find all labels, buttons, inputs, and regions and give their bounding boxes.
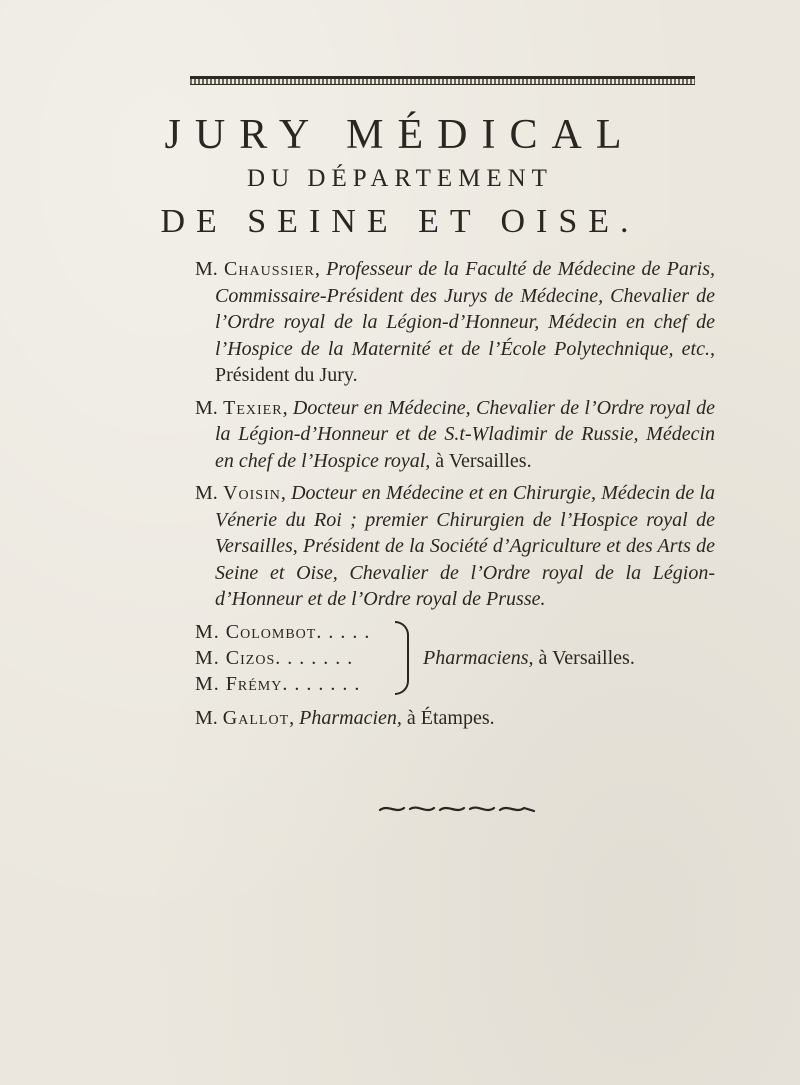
vignette-ornament-icon <box>378 802 538 816</box>
member-role: Président du Jury. <box>215 364 358 386</box>
member-description: Docteur en Médecine, Chevalier de l’Ordre royal de la Légion-d’Honneur et de S.t-Wladimir de Russie, Médecin en chef de l’Hospice royal, <box>215 396 716 472</box>
member-entry-gallot: M. Gallot, Pharmacien, à Étampes. <box>195 706 495 729</box>
member-name: Gallot <box>222 706 290 729</box>
pharmacists-title: Pharmaciens, <box>423 646 534 669</box>
member-description: Docteur en Médecine et en Chirurgie, Médecin de la Vénerie du Roi ; premier Chirurgien de l’Hospice royal de Versailles, Président de la Société d’Agriculture et des Arts de Seine et Oise, Chevalier de l’Ordre royal de la Légion-d’Honneur et de l’Ordre royal de Prusse. <box>215 482 716 610</box>
member-prefix: M. <box>195 482 218 504</box>
pharmacists-location: à Versailles. <box>538 646 635 669</box>
title-line-2: DU DÉPARTEMENT <box>247 165 553 192</box>
member-entry-voisin: M. Voisin, Docteur en Médecine et en Chirurgie, Médecin de la Vénerie du Roi ; premier Chirurgien de l’Hospice royal de Versailles, Président de la Société d’Agriculture et des Arts de Seine et Oise, Chevalier de l’Ordre royal de la Légion-d’Honneur et de l’Ordre royal de Prusse. <box>195 482 716 610</box>
member-entry-texier: M. Texier, Docteur en Médecine, Chevalier de l’Ordre royal de la Légion-d’Honneur et de S.t-Wladimir de Russie, Médecin en chef de l’Hospice royal, à Versailles. <box>195 396 716 472</box>
curly-brace-icon <box>395 621 409 695</box>
pharmacists-label-line <box>423 645 635 672</box>
member-entry-chaussier: M. Chaussier, Professeur de la Faculté de Médecine de Paris, Commissaire-Président des Jurys de Médecine, Chevalier de l’Ordre royal de la Légion-d’Honneur, Médecin en chef de l’Hospice de la Maternité et de l’École Polytechnique, etc., Président du Jury. <box>195 258 716 386</box>
decorative-rule <box>190 76 695 85</box>
member-description: Pharmacien, <box>299 706 402 729</box>
jury-members-list <box>195 256 715 737</box>
member-prefix: M. <box>195 396 218 419</box>
member-name: Chaussier <box>224 258 315 280</box>
member-name: Voisin <box>223 482 281 504</box>
title-line-3: DE SEINE ET OISE. <box>160 203 640 240</box>
pharmacist-name: M. Colombot. . . . . <box>195 620 371 643</box>
member-location: à Versailles. <box>435 449 532 472</box>
pharmacist-name: M. Frémy. . . . . . . <box>195 672 361 695</box>
title-line-1: JURY MÉDICAL <box>164 112 636 158</box>
pharmacists-group <box>195 619 715 699</box>
member-location: à Étampes. <box>406 706 495 729</box>
member-prefix: M. <box>195 258 218 280</box>
member-prefix: M. <box>195 706 218 729</box>
member-description: Professeur de la Faculté de Médecine de Paris, Commissaire-Président des Jurys de Médecine, Chevalier de l’Ordre royal de la Légion-d’Honneur, Médecin en chef de l’Hospice de la Maternité et de l’École Polytechnique, etc., <box>215 258 716 360</box>
member-name: Texier <box>223 396 283 419</box>
pharmacist-name: M. Cizos. . . . . . . <box>195 646 354 669</box>
